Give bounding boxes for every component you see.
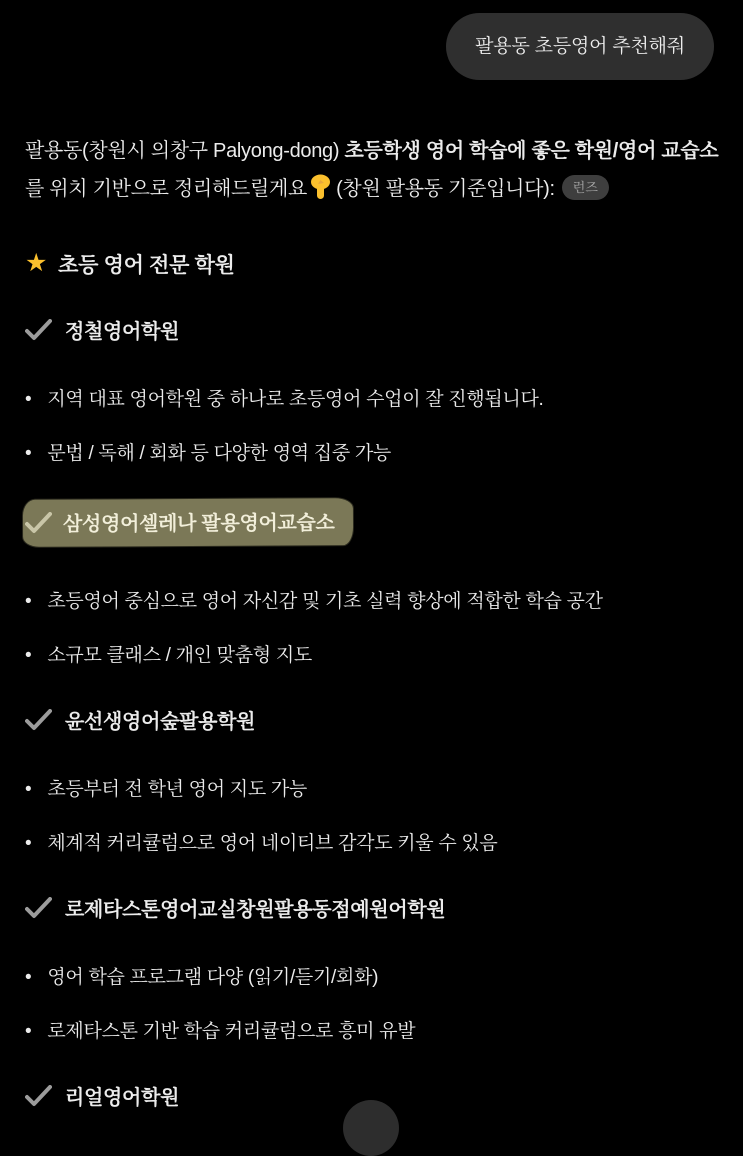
citation-badge[interactable]: 런즈	[562, 175, 609, 200]
bullet-item	[25, 964, 725, 991]
bullet-text: • 영어 학습 프로그램 다양 (읽기/듣기/회화)	[47, 967, 379, 988]
check-icon	[25, 897, 52, 919]
intro-text-bold: 초등학생 영어 학습에 좋은 학원/영어 교습소	[344, 140, 719, 162]
academy-name-label: 리얼영어학원	[65, 1087, 180, 1109]
check-icon	[25, 512, 52, 534]
bullet-text: • 지역 대표 영어학원 중 하나로 초등영어 수업이 잘 진행됩니다.	[47, 389, 544, 410]
check-icon	[25, 1085, 52, 1107]
bullet-text: • 체계적 커리큘럼으로 영어 네이티브 감각도 키울 수 있음	[47, 833, 498, 854]
academy-name-label: 정철영어학원	[65, 321, 180, 343]
bullet-text: • 소규모 클래스 / 개인 맞춤형 지도	[47, 645, 312, 666]
section-title	[25, 249, 725, 279]
check-icon	[25, 709, 52, 731]
star-icon: ★	[25, 248, 48, 277]
academy-name-label: 윤선생영어숲팔용학원	[65, 711, 256, 733]
intro-text-mid: 를 위치 기반으로 정리해드릴게요	[25, 178, 308, 200]
bullet-text: • 초등영어 중심으로 영어 자신감 및 기초 실력 향상에 적합한 학습 공간	[47, 591, 603, 612]
scroll-down-button[interactable]	[343, 1100, 399, 1156]
assistant-message	[25, 132, 725, 1110]
academy-name	[25, 893, 725, 922]
academy-name-highlighted	[25, 499, 725, 546]
bullet-text: • 문법 / 독해 / 회화 등 다양한 영역 집중 가능	[47, 443, 391, 464]
section-title-label: 초등 영어 전문 학원	[58, 254, 235, 277]
bullet-item	[25, 642, 725, 669]
bullet-item	[25, 776, 725, 803]
point-down-icon	[309, 174, 332, 213]
academy-name	[25, 315, 725, 344]
academy-name	[25, 705, 725, 734]
bullet-item	[25, 830, 725, 857]
academy-name-label: 로제타스톤영어교실창원팔용동점예원어학원	[65, 899, 446, 921]
bullet-text: • 로제타스톤 기반 학습 커리큘럼으로 흥미 유발	[47, 1021, 416, 1042]
bullet-item	[25, 386, 725, 413]
academy-name-label: 삼성영어셀레나 팔용영어교습소	[23, 498, 353, 547]
user-message-bubble: 팔용동 초등영어 추천해줘	[446, 13, 714, 80]
check-icon	[25, 319, 52, 341]
bullet-item	[25, 440, 725, 467]
intro-text-post: (창원 팔용동 기준입니다):	[336, 178, 555, 200]
intro-text-pre: 팔용동(창원시 의창구 Palyong-dong)	[25, 140, 345, 162]
bullet-item	[25, 1018, 725, 1045]
intro-paragraph	[25, 132, 725, 213]
bullet-item	[25, 588, 725, 615]
bullet-text: • 초등부터 전 학년 영어 지도 가능	[47, 779, 307, 800]
